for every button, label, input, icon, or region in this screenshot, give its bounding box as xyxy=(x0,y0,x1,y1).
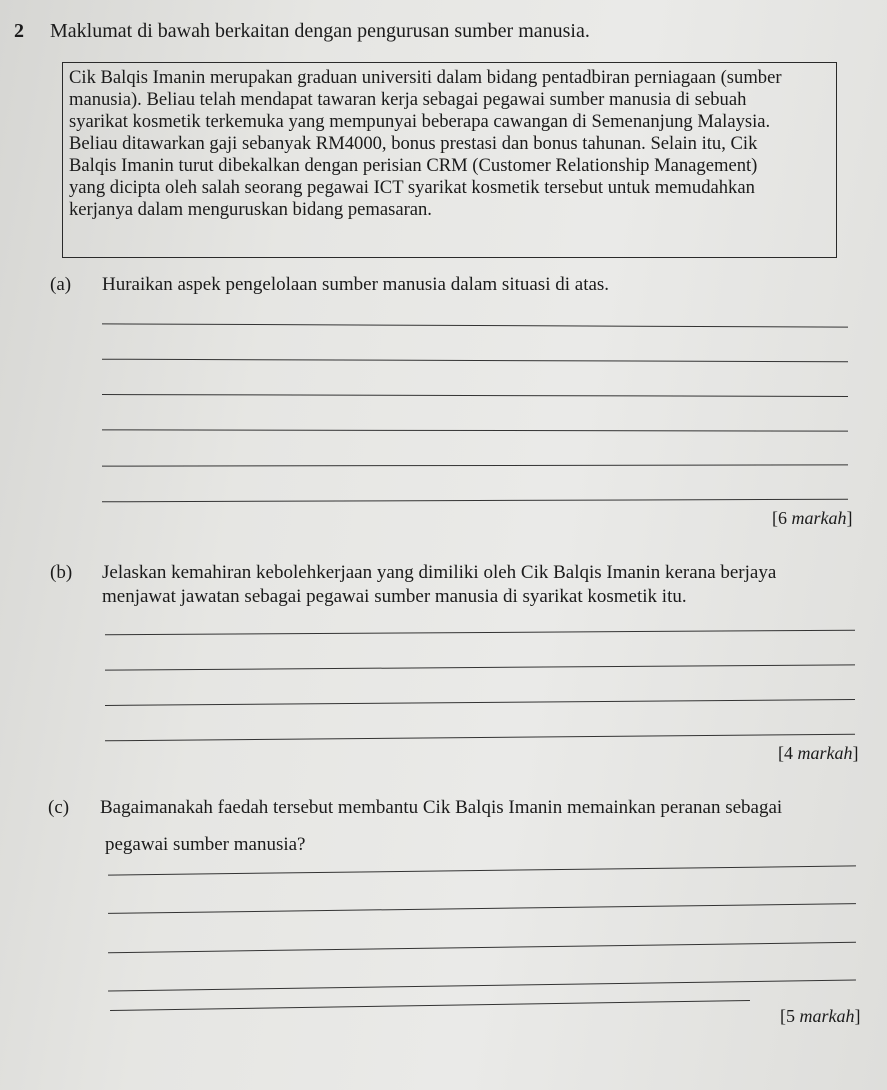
passage-line: Beliau ditawarkan gaji sebanyak RM4000, bonus prestasi dan bonus tahunan. Selain itu, Cik xyxy=(69,133,758,154)
answer-line[interactable] xyxy=(105,630,855,636)
answer-line[interactable] xyxy=(102,499,848,503)
part-b-marks: [4 markah] xyxy=(778,743,859,763)
part-c-text-line2: pegawai sumber manusia? xyxy=(105,834,306,855)
part-a-question xyxy=(50,274,870,298)
passage-line: Balqis Imanin turut dibekalkan dengan perisian CRM (Customer Relationship Management) xyxy=(69,155,758,176)
part-c-label: (c) xyxy=(48,797,70,818)
part-b-text-line2: menjawat jawatan sebagai pegawai sumber manusia di syarikat kosmetik itu. xyxy=(102,586,687,607)
part-a-marks: [6 markah] xyxy=(772,508,853,528)
part-c-question-cont xyxy=(105,834,865,858)
passage-line: manusia). Beliau telah mendapat tawaran kerja sebagai pegawai sumber manusia di sebuah xyxy=(69,89,747,110)
passage-line: syarikat kosmetik terkemuka yang mempunyai beberapa cawangan di Semenanjung Malaysia. xyxy=(69,111,771,132)
answer-line[interactable] xyxy=(108,903,856,914)
answer-line[interactable] xyxy=(108,979,856,991)
answer-line[interactable] xyxy=(110,1000,750,1011)
passage-line: Cik Balqis Imanin merupakan graduan universiti dalam bidang pentadbiran perniagaan (sumber xyxy=(69,67,782,88)
part-a-text: Huraikan aspek pengelolaan sumber manusia dalam situasi di atas. xyxy=(102,274,610,295)
answer-line[interactable] xyxy=(102,429,848,431)
question-number: 2 xyxy=(14,20,24,42)
answer-line[interactable] xyxy=(102,394,848,397)
part-c-marks: [5 markah] xyxy=(780,1006,861,1026)
part-b-question-cont xyxy=(102,586,862,610)
part-b-label: (b) xyxy=(50,562,73,583)
answer-line[interactable] xyxy=(102,323,848,327)
answer-line[interactable] xyxy=(105,734,855,742)
part-b-question xyxy=(50,562,870,586)
passage-box xyxy=(62,62,837,258)
passage-line: yang dicipta oleh salah seorang pegawai ICT syarikat kosmetik tersebut untuk memudahkan xyxy=(69,177,755,198)
answer-line[interactable] xyxy=(102,464,848,466)
question-title: Maklumat di bawah berkaitan dengan pengurusan sumber manusia. xyxy=(50,20,590,42)
answer-line[interactable] xyxy=(105,664,855,670)
answer-line[interactable] xyxy=(108,942,856,953)
part-c-question xyxy=(48,797,868,821)
passage-line: kerjanya dalam menguruskan bidang pemasaran. xyxy=(69,199,432,220)
part-a-label: (a) xyxy=(50,274,72,295)
answer-line[interactable] xyxy=(102,359,848,363)
answer-line[interactable] xyxy=(105,699,855,706)
part-b-text-line1: Jelaskan kemahiran kebolehkerjaan yang dimiliki oleh Cik Balqis Imanin kerana berjaya xyxy=(102,562,777,583)
part-c-text-line1: Bagaimanakah faedah tersebut membantu Cik Balqis Imanin memainkan peranan sebagai xyxy=(100,797,783,818)
answer-line[interactable] xyxy=(108,865,856,875)
